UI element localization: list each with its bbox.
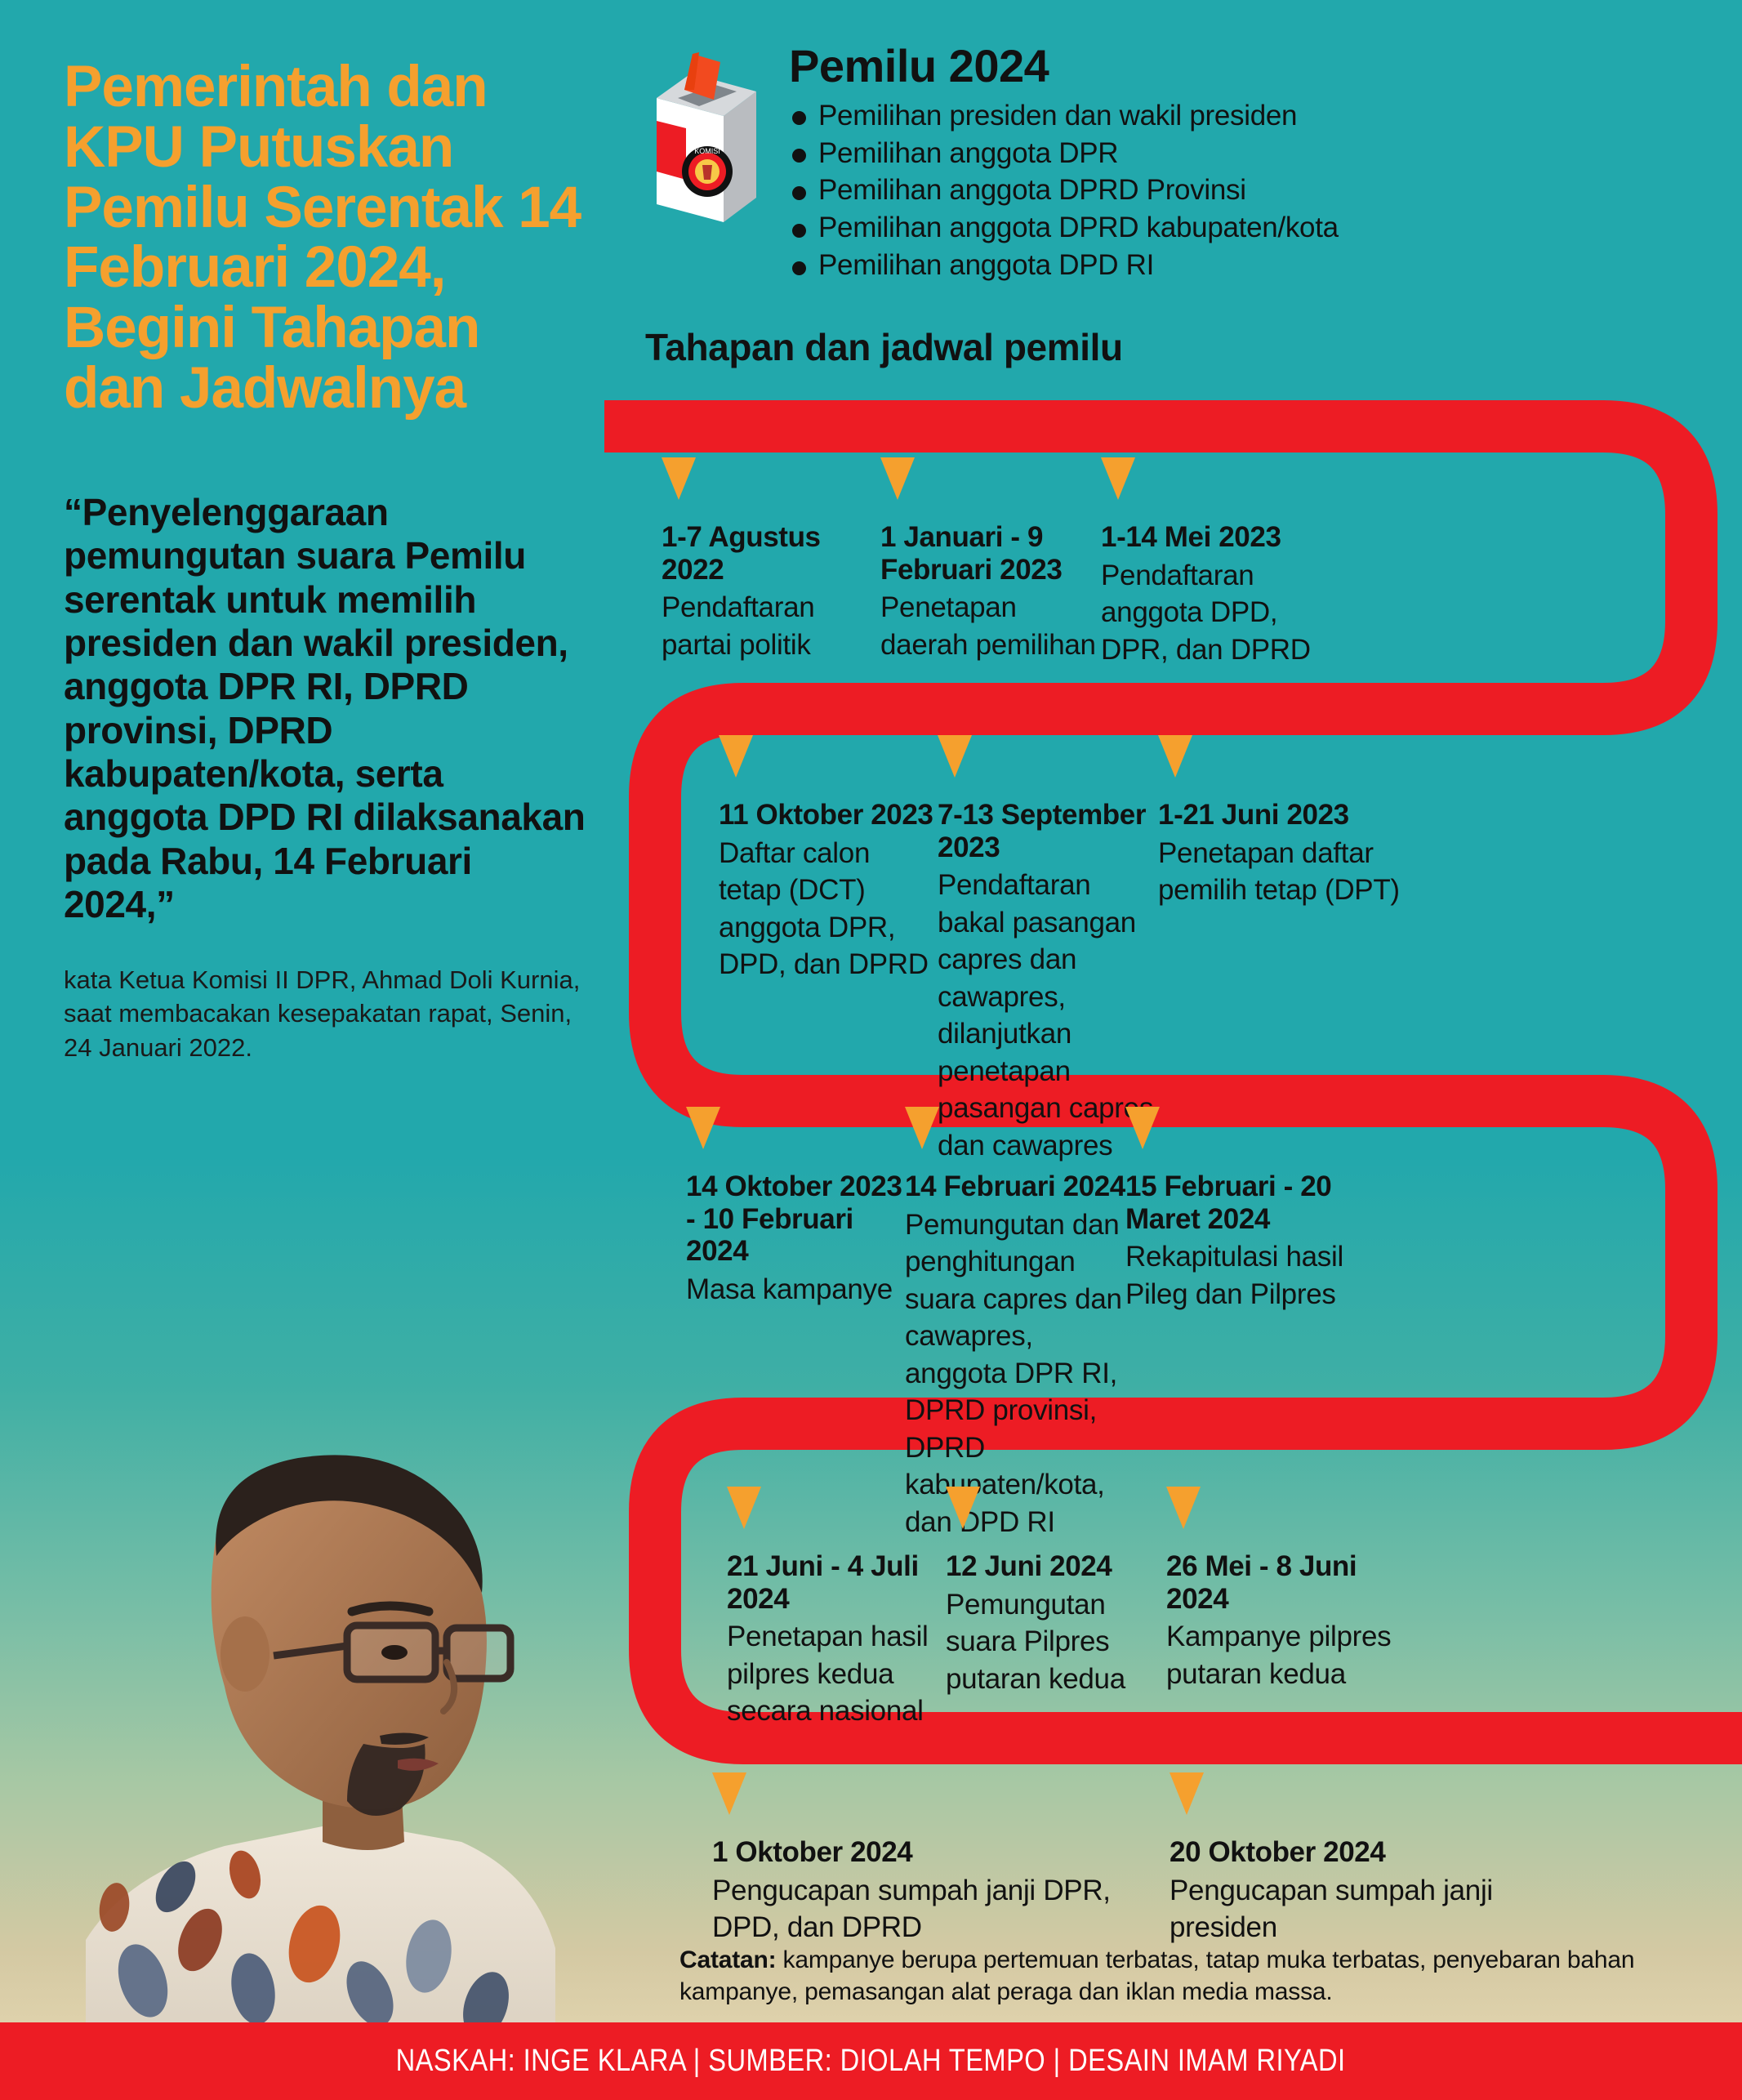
marker-triangle-icon [727, 1487, 761, 1529]
marker-triangle-icon [662, 457, 696, 500]
timeline-date: 14 Februari 2024 [905, 1170, 1125, 1202]
timeline-date: 12 Juni 2024 [946, 1550, 1112, 1582]
marker-triangle-icon [712, 1772, 746, 1815]
marker-triangle-icon [938, 735, 972, 778]
timeline-item [905, 1107, 1125, 1540]
list-item-label: Pemilihan anggota DPRD kabupaten/kota [818, 212, 1339, 244]
timeline-desc: Kampanye pilpres putaran kedua [1166, 1621, 1392, 1690]
timeline-desc: Penetapan daftar pemilih tetap (DPT) [1158, 836, 1400, 907]
timeline-desc: Pendaftaran bakal pasangan capres dan cawapres, dilanjutkan penetapan pasangan capres dan cawapres [938, 869, 1154, 1161]
header-block [645, 39, 1707, 284]
timeline-row-5 [712, 1772, 1513, 1946]
marker-triangle-icon [905, 1107, 939, 1149]
marker-triangle-icon [1170, 1772, 1204, 1815]
timeline-desc: Penetapan hasil pilpres kedua secara nasional [727, 1621, 929, 1728]
credits-text: NASKAH: INGE KLARA | SUMBER: DIOLAH TEMPO | DESAIN IMAM RIYADI [396, 2044, 1346, 2078]
bullet-icon [792, 261, 806, 275]
list-item-label: Pemilihan anggota DPD RI [818, 249, 1155, 282]
bullet-icon [792, 186, 806, 200]
timeline-row-1 [662, 457, 1346, 668]
timeline-desc: Pendaftaran anggota DPD, DPR, dan DPRD [1101, 559, 1311, 666]
bullet-icon [792, 111, 806, 125]
timeline-row-3 [686, 1107, 1370, 1540]
marker-triangle-icon [1158, 735, 1192, 778]
ballot-box-icon [645, 49, 768, 225]
left-column [64, 57, 586, 1065]
marker-triangle-icon [1101, 457, 1135, 500]
list-item-label: Pemilihan presiden dan wakil presiden [818, 99, 1298, 132]
timeline-date: 1-21 Juni 2023 [1158, 799, 1349, 831]
timeline-item [1166, 1487, 1411, 1730]
header-title: Pemilu 2024 [789, 40, 1049, 91]
list-item [789, 97, 1707, 135]
list-item-label: Pemilihan anggota DPR [818, 136, 1119, 169]
timeline-date: 1-7 Agustus 2022 [662, 521, 821, 586]
timeline-row-2 [719, 735, 1403, 1164]
timeline-item [686, 1107, 905, 1540]
timeline-item [938, 735, 1158, 1164]
timeline-desc: Pengucapan sumpah janji presiden [1170, 1874, 1493, 1944]
svg-text:KOMISI: KOMISI [694, 147, 720, 155]
marker-triangle-icon [946, 1487, 980, 1529]
timeline-date: 1 Januari - 9 Februari 2023 [880, 521, 1063, 586]
timeline-item [662, 457, 880, 668]
section-title: Tahapan dan jadwal pemilu [645, 326, 1123, 368]
marker-triangle-icon [1166, 1487, 1201, 1529]
bullet-icon [792, 224, 806, 238]
timeline-date: 1 Oktober 2024 [712, 1836, 913, 1868]
list-item [789, 247, 1707, 284]
timeline-desc: Pemungutan dan penghitungan suara capres dan cawapres, anggota DPR RI, DPRD provinsi, DPRD kabupaten/kota, dan DPD RI [905, 1208, 1122, 1538]
timeline-desc: Pemungutan suara Pilpres putaran kedua [946, 1588, 1125, 1695]
page-title: Pemerintah dan KPU Putuskan Pemilu Serentak 14 Februari 2024, Begini Tahapan dan Jadwalnya [64, 55, 581, 421]
marker-triangle-icon [686, 1107, 720, 1149]
timeline-desc: Rekapitulasi hasil Pileg dan Pilpres [1125, 1241, 1343, 1310]
list-item-label: Pemilihan anggota DPRD Provinsi [818, 174, 1246, 207]
timeline-desc: Daftar calon tetap (DCT) anggota DPR, DPD, dan DPRD [719, 836, 929, 981]
timeline-item [946, 1487, 1166, 1730]
timeline-date: 26 Mei - 8 Juni 2024 [1166, 1550, 1357, 1615]
marker-triangle-icon [1125, 1107, 1160, 1149]
portrait-photo [78, 1417, 559, 2038]
timeline-item [1101, 457, 1346, 668]
footnote-text: kampanye berupa pertemuan terbatas, tatap muka terbatas, penyebaran bahan kampanye, pemasangan alat peraga dan iklan media massa. [679, 1946, 1635, 2005]
credits-bar [0, 2022, 1742, 2100]
timeline-date: 21 Juni - 4 Juli 2024 [727, 1550, 919, 1615]
timeline-desc: Masa kampanye [686, 1273, 893, 1305]
list-item [789, 172, 1707, 209]
timeline-date: 20 Oktober 2024 [1170, 1836, 1386, 1868]
timeline-date: 11 Oktober 2023 [719, 799, 933, 831]
timeline-item [1125, 1107, 1370, 1540]
list-item [789, 135, 1707, 172]
timeline-item [712, 1772, 1170, 1946]
timeline-date: 15 Februari - 20 Maret 2024 [1125, 1170, 1332, 1235]
marker-triangle-icon [880, 457, 915, 500]
list-item [789, 209, 1707, 247]
timeline-item [727, 1487, 946, 1730]
bullet-icon [792, 149, 806, 163]
timeline-desc: Pengucapan sumpah janji DPR, DPD, dan DPRD [712, 1874, 1111, 1944]
timeline-date: 14 Oktober 2023 - 10 Februari 2024 [686, 1170, 902, 1268]
timeline-item [880, 457, 1101, 668]
marker-triangle-icon [719, 735, 753, 778]
timeline-date: 1-14 Mei 2023 [1101, 521, 1281, 553]
election-type-list [789, 97, 1707, 284]
timeline-desc: Penetapan daerah pemilihan [880, 591, 1096, 661]
footnote-label: Catatan: [679, 1946, 777, 1973]
pull-quote: “Penyelenggaraan pemungutan suara Pemilu serentak untuk memilih presiden dan wakil presiden, anggota DPR RI, DPRD provinsi, DPRD kabupaten/kota, serta anggota DPD RI dilaksanakan pada Rabu, 14 Februari 2024,” [64, 490, 586, 926]
timeline-item [719, 735, 938, 1164]
quote-attribution: kata Ketua Komisi II DPR, Ahmad Doli Kurnia, saat membacakan kesepakatan rapat, Senin, 24 Januari 2022. [64, 965, 581, 1063]
timeline-row-4 [727, 1487, 1411, 1730]
timeline-item [1170, 1772, 1513, 1946]
timeline-date: 7-13 September 2023 [938, 799, 1147, 863]
timeline-desc: Pendaftaran partai politik [662, 591, 815, 661]
timeline-item [1158, 735, 1403, 1164]
footnote [679, 1944, 1717, 2008]
